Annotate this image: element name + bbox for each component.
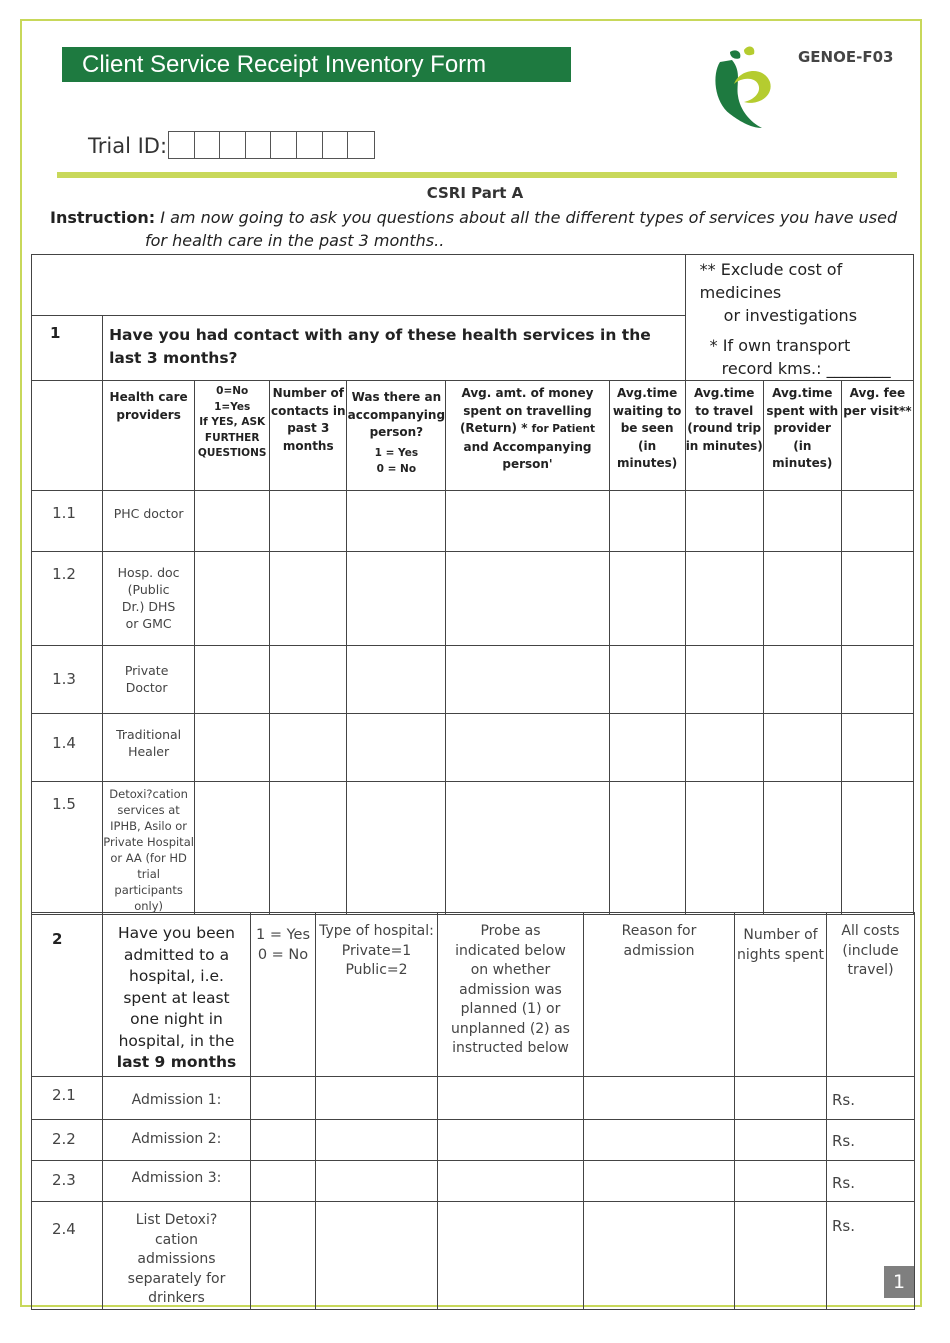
row-number: 1.4 [32, 714, 103, 782]
question-2-main: Have you been admitted to a hospital, i.e. spent at least one night in hospital, in the [118, 924, 235, 1050]
input-cell[interactable] [270, 646, 347, 714]
input-cell[interactable] [195, 782, 270, 915]
admission-label: Admission 2: [103, 1120, 251, 1161]
provider-name: PHC doctor [103, 491, 195, 552]
instruction [50, 206, 910, 252]
header-planned-probe: Probe as indicated below on whether admission was planned (1) or unplanned (2) as instructed below [438, 913, 584, 1077]
health-services-table [31, 254, 914, 915]
input-cell[interactable] [316, 1120, 438, 1161]
input-cell[interactable] [735, 1161, 827, 1202]
notes-box [685, 255, 913, 381]
table-row [32, 1120, 915, 1161]
input-cell[interactable] [763, 552, 841, 646]
table-row [32, 1077, 915, 1120]
travel-cost-patient: for Patient [531, 423, 596, 435]
hospital-type-public: Public=2 [345, 962, 408, 978]
row-number: 2.4 [32, 1202, 103, 1310]
header-reason: Reason for admission [584, 913, 735, 1077]
question-2-text [103, 913, 251, 1077]
row-number: 1.1 [32, 491, 103, 552]
input-cell[interactable] [609, 714, 685, 782]
row-number: 2.1 [32, 1077, 103, 1120]
cost-input[interactable]: Rs. [827, 1161, 915, 1202]
provider-name: Detoxi?cation services at IPHB, Asilo or Private Hospital or AA (for HD trial participants only) [103, 782, 195, 915]
trial-id-boxes[interactable] [168, 131, 375, 159]
header-travel-time: Avg.time to travel (round trip in minutes) [685, 381, 763, 491]
trial-id-digit-box[interactable] [220, 132, 246, 158]
input-cell[interactable] [195, 646, 270, 714]
logo-leaf-top-right [744, 47, 754, 56]
input-cell[interactable] [446, 552, 609, 646]
header-blank [32, 381, 103, 491]
header-divider [57, 172, 897, 178]
cost-input[interactable]: Rs. [827, 1077, 915, 1120]
input-cell[interactable] [763, 782, 841, 915]
table-row [32, 1202, 915, 1310]
input-cell[interactable] [446, 714, 609, 782]
yesno-option-yes: 1=Yes [214, 400, 251, 413]
input-cell[interactable] [735, 1202, 827, 1310]
hospital-admissions-table [31, 912, 915, 1310]
input-cell[interactable] [584, 1077, 735, 1120]
input-cell[interactable] [446, 782, 609, 915]
header-hospital-type [316, 913, 438, 1077]
trial-id-label: Trial ID: [88, 134, 168, 158]
admission-label: List Detoxi?cation admissions separately for drinkers [103, 1202, 251, 1310]
input-cell[interactable] [270, 714, 347, 782]
admission-label: Admission 3: [103, 1161, 251, 1202]
note-transport-line1: * If own transport [709, 336, 851, 355]
input-cell[interactable] [841, 552, 913, 646]
organization-logo [710, 44, 780, 130]
logo-swirl-lime [734, 71, 771, 103]
input-cell[interactable] [685, 646, 763, 714]
table-row [32, 491, 914, 552]
input-cell[interactable] [685, 552, 763, 646]
question-2-period: last 9 months [116, 1053, 237, 1071]
input-cell[interactable] [195, 491, 270, 552]
input-cell[interactable] [251, 1202, 316, 1310]
trial-id-digit-box[interactable] [195, 132, 221, 158]
input-cell[interactable] [685, 714, 763, 782]
input-cell[interactable] [438, 1161, 584, 1202]
input-cell[interactable] [584, 1202, 735, 1310]
header-accompanying [347, 381, 446, 491]
row-number: 2.3 [32, 1161, 103, 1202]
hospital-type-private: Private=1 [341, 942, 412, 959]
part-title: CSRI Part A [426, 184, 524, 202]
form-code: GENOE-F03 [798, 48, 894, 66]
trial-id-digit-box[interactable] [271, 132, 297, 158]
hospital-type-label: Type of hospital: [319, 923, 434, 939]
input-cell[interactable] [270, 491, 347, 552]
header-admitted-yesno [251, 913, 316, 1077]
row-number: 1.2 [32, 552, 103, 646]
input-cell[interactable] [609, 552, 685, 646]
input-cell[interactable] [316, 1161, 438, 1202]
header-time-with-provider: Avg.time spent with provider (in minutes) [763, 381, 841, 491]
table-top-blank [32, 255, 686, 316]
input-cell[interactable] [347, 714, 446, 782]
cost-input[interactable]: Rs. [827, 1202, 915, 1310]
note-transport-line2: record kms.: ________ [721, 359, 891, 378]
input-cell[interactable] [763, 491, 841, 552]
input-cell[interactable] [347, 646, 446, 714]
input-cell[interactable] [251, 1120, 316, 1161]
input-cell[interactable] [685, 491, 763, 552]
header-travel-cost [446, 381, 609, 491]
input-cell[interactable] [195, 714, 270, 782]
input-cell[interactable] [316, 1202, 438, 1310]
input-cell[interactable] [685, 782, 763, 915]
input-cell[interactable] [841, 714, 913, 782]
admitted-no: 0 = No [257, 946, 309, 963]
accompanying-yes: 1 = Yes [374, 446, 419, 459]
table-row [32, 782, 914, 915]
instruction-text-line2: for health care in the past 3 months.. [145, 231, 445, 250]
table-row [32, 552, 914, 646]
header-fee: Avg. fee per visit** [841, 381, 913, 491]
input-cell[interactable] [438, 1202, 584, 1310]
input-cell[interactable] [195, 552, 270, 646]
travel-cost-accompanying: and Accompanying person' [463, 439, 592, 471]
header-contacts: Number of contacts in past 3 months [270, 381, 347, 491]
trial-id-digit-box[interactable] [246, 132, 272, 158]
input-cell[interactable] [735, 1120, 827, 1161]
input-cell[interactable] [347, 491, 446, 552]
input-cell[interactable] [609, 782, 685, 915]
input-cell[interactable] [438, 1120, 584, 1161]
question-1-number: 1 [32, 315, 103, 380]
provider-name: Private Doctor [103, 646, 195, 714]
logo-leaf-green [715, 60, 762, 128]
provider-name: Traditional Healer [103, 714, 195, 782]
trial-id-digit-box[interactable] [348, 132, 374, 158]
row-number: 1.5 [32, 782, 103, 915]
note-cost-line1: ** Exclude cost of medicines [699, 260, 843, 302]
row-number: 2.2 [32, 1120, 103, 1161]
input-cell[interactable] [763, 714, 841, 782]
travel-cost-main: Avg. amt. of money spent on travelling (Return) * [459, 386, 594, 435]
admission-label: Admission 1: [103, 1077, 251, 1120]
note-cost-line2: or investigations [723, 306, 858, 325]
input-cell[interactable] [609, 491, 685, 552]
accompanying-no: 0 = No [376, 462, 417, 475]
yesno-instruction: If YES, ASK FURTHER QUESTIONS [197, 416, 267, 459]
instruction-text-line1: I am now going to ask you questions about all the different types of services you have used [160, 208, 898, 227]
input-cell[interactable] [446, 491, 609, 552]
input-cell[interactable] [841, 782, 913, 915]
page-number: 1 [884, 1266, 914, 1298]
cost-input[interactable]: Rs. [827, 1120, 915, 1161]
instruction-label: Instruction: [50, 208, 156, 227]
table-row [32, 714, 914, 782]
input-cell[interactable] [609, 646, 685, 714]
input-cell[interactable] [446, 646, 609, 714]
row-number: 1.3 [32, 646, 103, 714]
input-cell[interactable] [735, 1077, 827, 1120]
provider-name: Hosp. doc (Public Dr.) DHS or GMC [103, 552, 195, 646]
trial-id-digit-box[interactable] [169, 132, 195, 158]
input-cell[interactable] [584, 1161, 735, 1202]
admitted-yes: 1 = Yes [256, 927, 310, 943]
table-row [32, 1161, 915, 1202]
yesno-option-no: 0=No [216, 385, 249, 397]
input-cell[interactable] [841, 646, 913, 714]
input-cell[interactable] [763, 646, 841, 714]
trial-id-digit-box[interactable] [323, 132, 349, 158]
input-cell[interactable] [270, 782, 347, 915]
input-cell[interactable] [251, 1161, 316, 1202]
logo-leaf-top-left [730, 50, 740, 58]
header-providers: Health care providers [103, 381, 195, 491]
question-1-text: Have you had contact with any of these health services in the last 3 months? [103, 315, 686, 380]
header-contact-yesno [195, 381, 270, 491]
header-nights: Number of nights spent [735, 913, 827, 1077]
header-costs: All costs (include travel) [827, 913, 915, 1077]
trial-id-digit-box[interactable] [297, 132, 323, 158]
input-cell[interactable] [841, 491, 913, 552]
input-cell[interactable] [438, 1077, 584, 1120]
header-waiting-time: Avg.time waiting to be seen (in minutes) [609, 381, 685, 491]
input-cell[interactable] [347, 782, 446, 915]
table-row [32, 646, 914, 714]
input-cell[interactable] [251, 1077, 316, 1120]
input-cell[interactable] [584, 1120, 735, 1161]
input-cell[interactable] [270, 552, 347, 646]
input-cell[interactable] [316, 1077, 438, 1120]
question-2-number: 2 [32, 913, 103, 1077]
input-cell[interactable] [347, 552, 446, 646]
accompanying-question: Was there an accompanying person? [347, 390, 446, 439]
form-title: Client Service Receipt Inventory Form [62, 47, 571, 82]
